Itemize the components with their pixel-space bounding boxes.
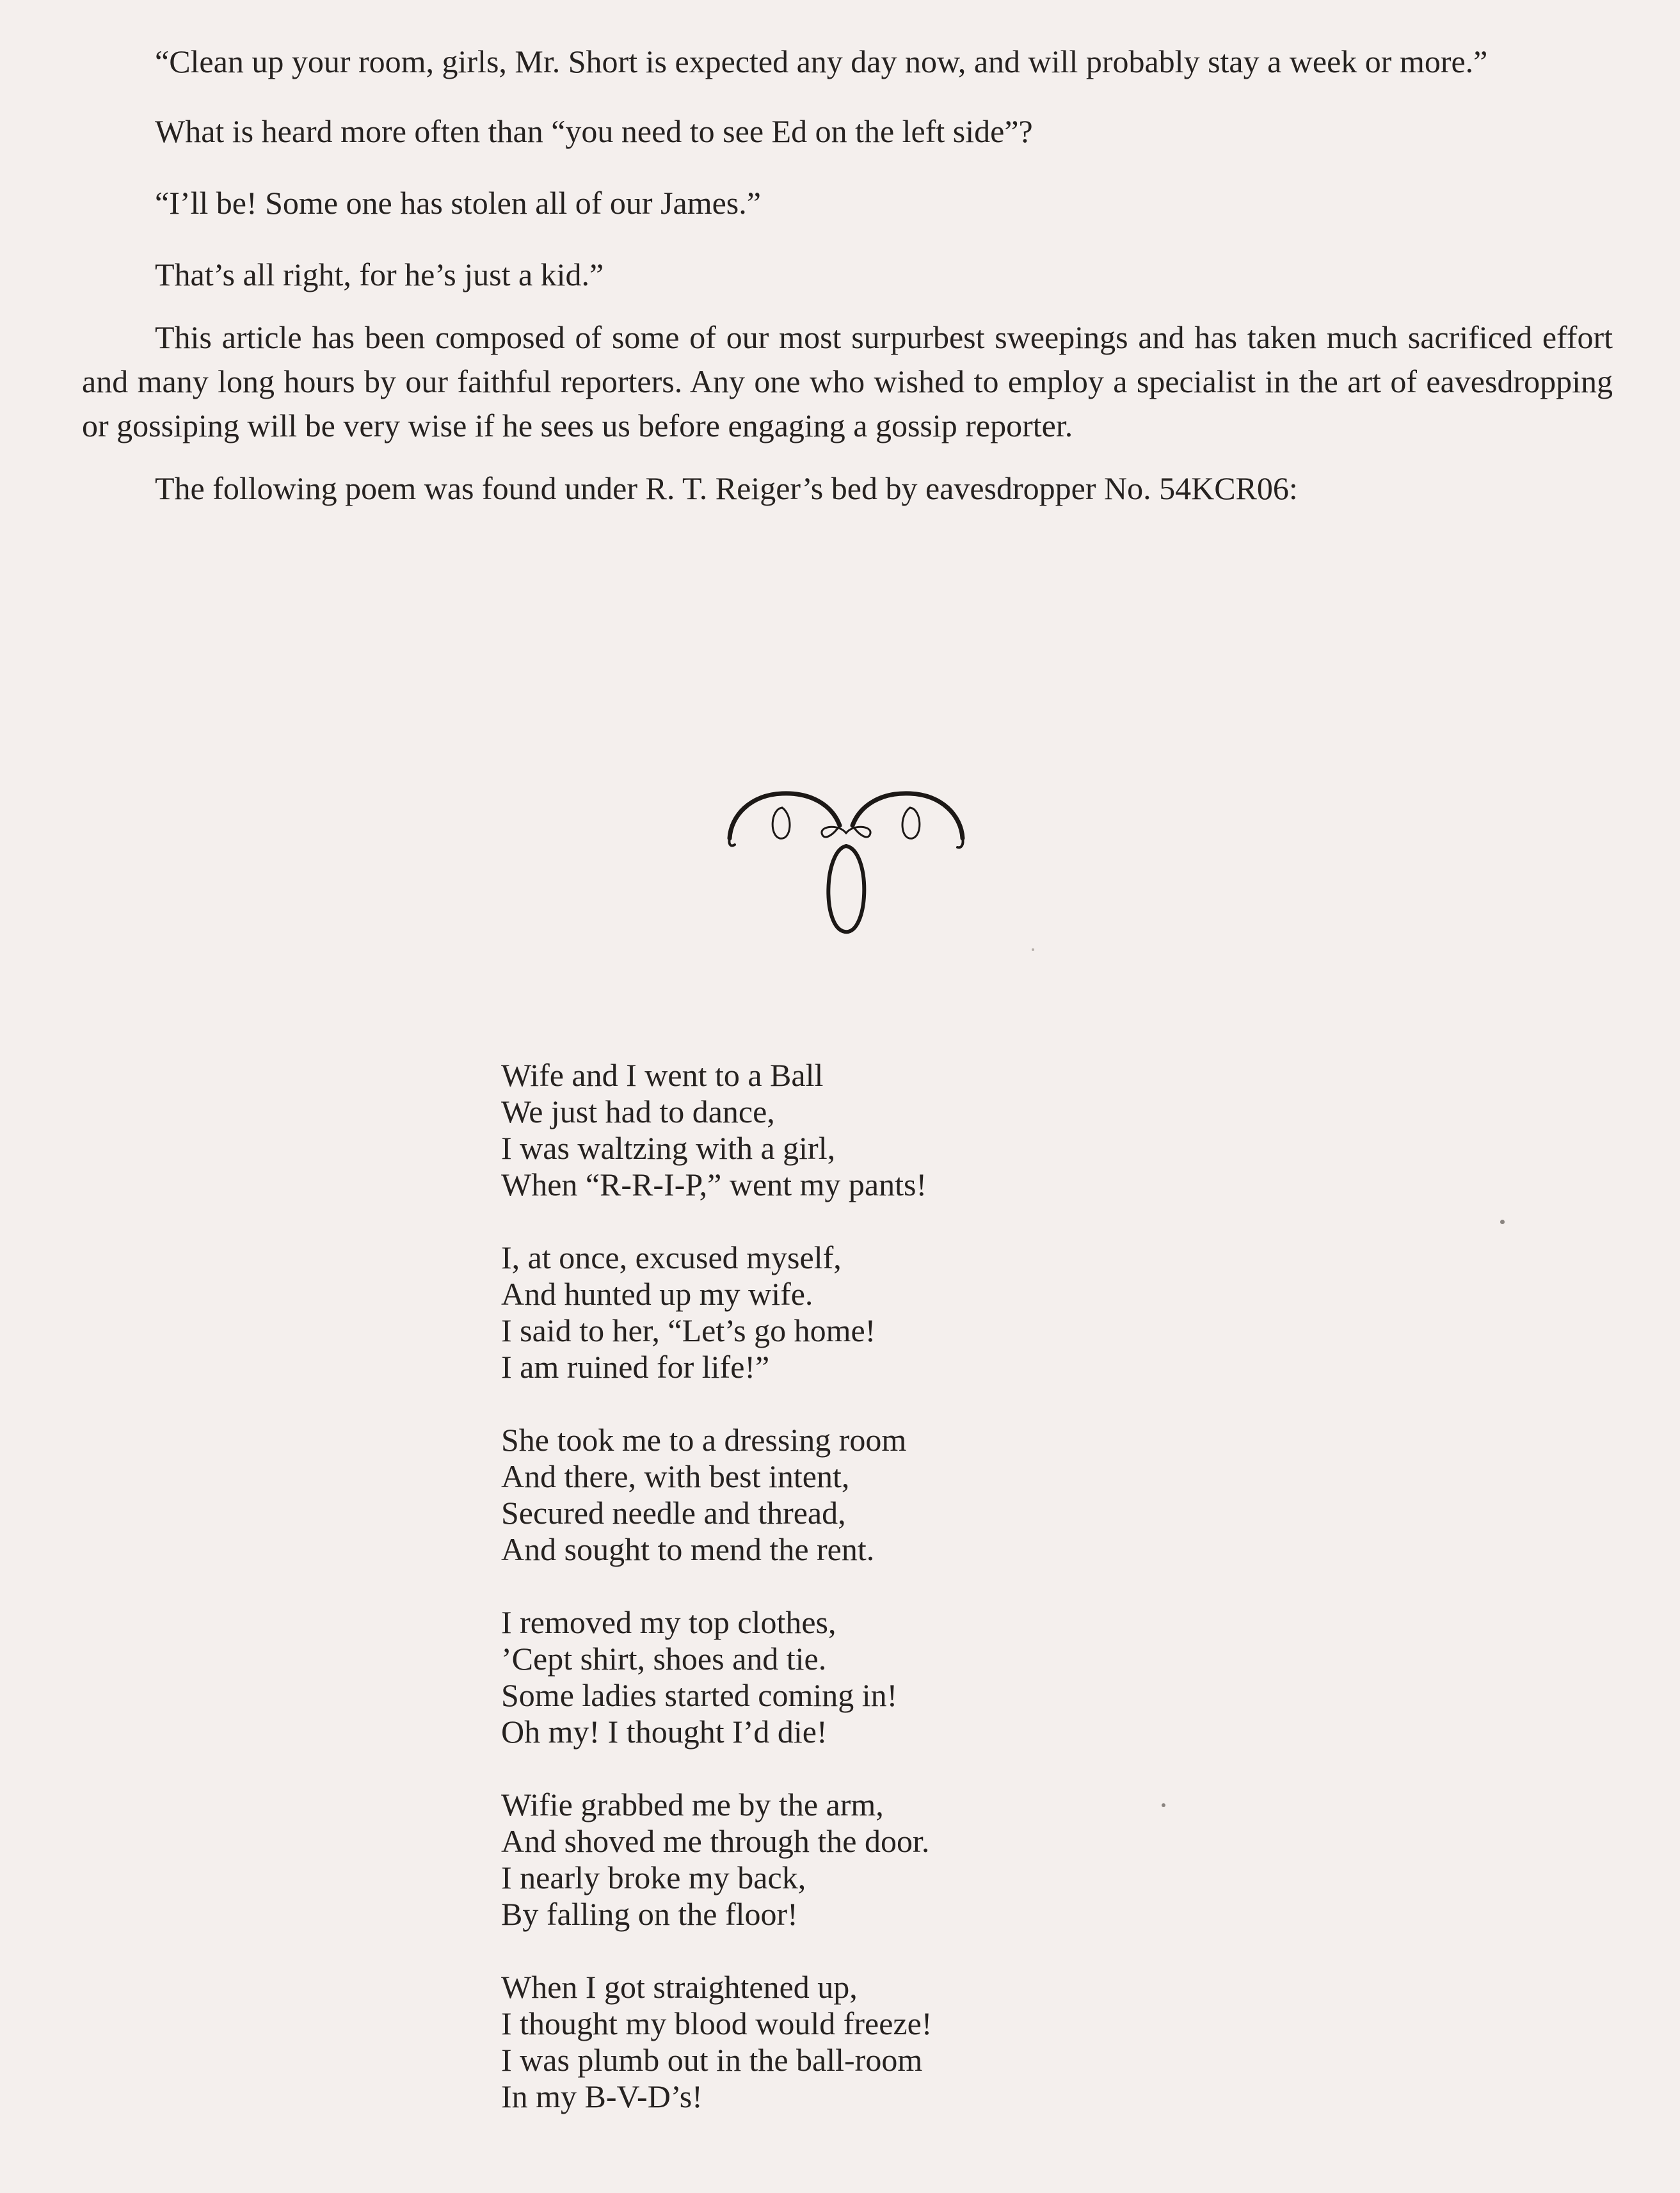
poem-line: When I got straightened up, xyxy=(501,1969,858,2005)
poem-stanza xyxy=(501,1057,1141,1203)
poem-line: I, at once, excused myself, xyxy=(501,1240,842,1275)
poem-line: And hunted up my wife. xyxy=(501,1276,813,1312)
poem-line: I was waltzing with a girl, xyxy=(501,1130,836,1166)
poem-stanza xyxy=(501,1240,1141,1385)
poem-line: And sought to mend the rent. xyxy=(501,1531,875,1567)
poem-line: Some ladies started coming in! xyxy=(501,1677,898,1713)
poem-stanza xyxy=(501,1969,1141,2115)
scroll-flourish-ornament-icon xyxy=(718,787,974,941)
poem-line: Oh my! I thought I’d die! xyxy=(501,1714,828,1750)
poem-line: I am ruined for life!” xyxy=(501,1349,770,1385)
poem-line: And shoved me through the door. xyxy=(501,1823,930,1859)
poem-line: I nearly broke my back, xyxy=(501,1860,806,1895)
poem-line: Wife and I went to a Ball xyxy=(501,1057,824,1093)
paper-speck xyxy=(1162,1803,1165,1807)
paragraph-stolen-james: “I’ll be! Some one has stolen all of our James.” xyxy=(155,185,761,221)
paper-speck xyxy=(1500,1220,1505,1224)
poem-stanza xyxy=(501,1787,1141,1933)
poem-line: In my B-V-D’s! xyxy=(501,2078,703,2114)
poem-stanza xyxy=(501,1422,1141,1568)
paragraph-clean-up-room: “Clean up your room, girls, Mr. Short is expected any day now, and will probably stay a week or more.” xyxy=(155,44,1488,79)
paragraph-article-composed: This article has been composed of some of our most surpurbest sweepings and has taken much sacrificed effort and many long hours by our faithful reporters. Any one who wished to employ a specialist in the art of eavesdropping or gossiping will be very wise if he sees us before engaging a gossip reporter. xyxy=(82,319,1613,443)
poem-line: I said to her, “Let’s go home! xyxy=(501,1312,876,1348)
poem xyxy=(501,1057,1141,2115)
poem-line: When “R-R-I-P,” went my pants! xyxy=(501,1167,927,1202)
poem-line: I removed my top clothes, xyxy=(501,1604,836,1640)
poem-line: She took me to a dressing room xyxy=(501,1422,907,1458)
poem-line: I thought my blood would freeze! xyxy=(501,2006,932,2041)
poem-line: By falling on the floor! xyxy=(501,1896,798,1932)
paragraph-heard-more-often: What is heard more often than “you need to see Ed on the left side”? xyxy=(155,113,1033,149)
paragraph-just-a-kid: That’s all right, for he’s just a kid.” xyxy=(155,257,604,292)
poem-line: We just had to dance, xyxy=(501,1094,775,1129)
paragraph-poem-intro: The following poem was found under R. T. Reiger’s bed by eavesdropper No. 54KCR06: xyxy=(155,470,1298,506)
poem-line: I was plumb out in the ball-room xyxy=(501,2042,923,2078)
poem-line: Wifie grabbed me by the arm, xyxy=(501,1787,884,1822)
paper-speck xyxy=(1032,948,1034,951)
prose-section xyxy=(82,40,1613,511)
poem-line: Secured needle and thread, xyxy=(501,1495,846,1531)
poem-line: ’Cept shirt, shoes and tie. xyxy=(501,1641,827,1677)
poem-line: And there, with best intent, xyxy=(501,1458,850,1494)
poem-stanza xyxy=(501,1604,1141,1750)
